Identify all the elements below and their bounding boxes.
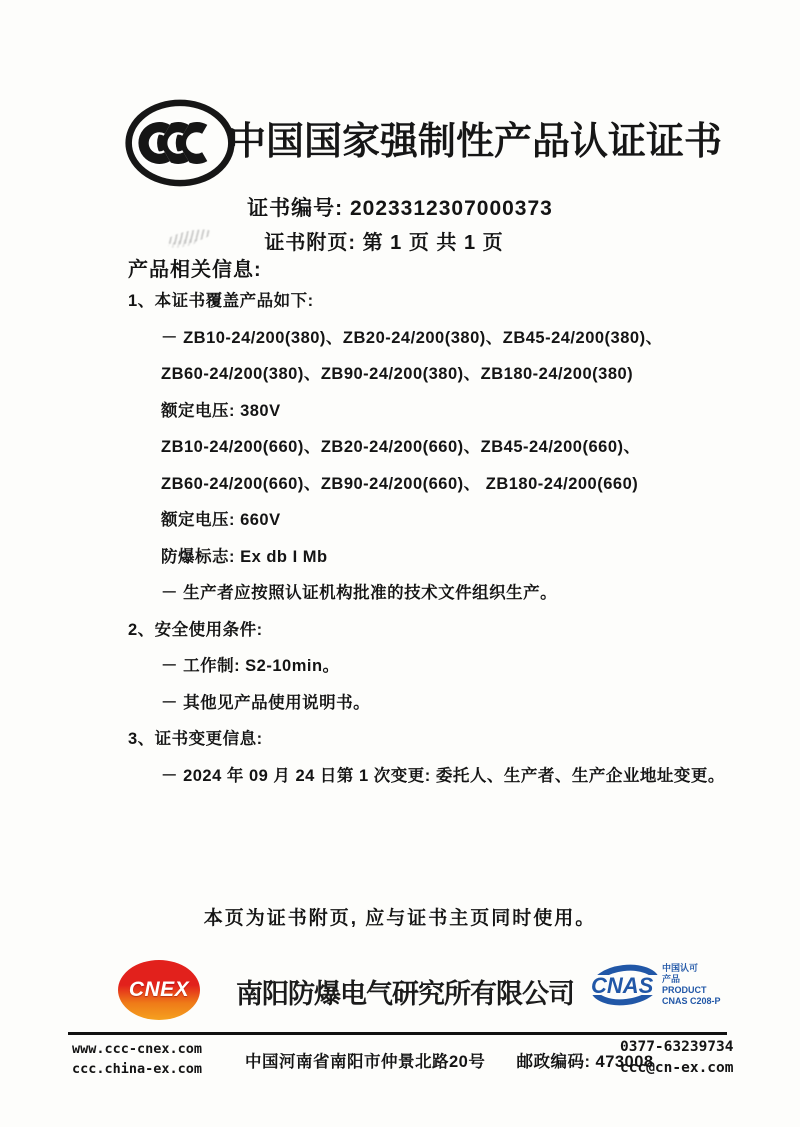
body-line: 1、本证书覆盖产品如下: xyxy=(128,292,314,310)
body-line: 3、证书变更信息: xyxy=(128,730,263,748)
cnas-globe-icon xyxy=(590,956,660,1014)
cnas-caption-line: PRODUCT xyxy=(662,985,707,995)
cnas-caption-line: 中国认可 xyxy=(662,962,699,973)
certificate-number: 证书编号: 2023312307000373 xyxy=(247,197,553,220)
footer-contacts xyxy=(620,1037,734,1079)
cnas-caption xyxy=(662,963,721,1008)
certificate-body xyxy=(0,287,800,798)
footer-websites xyxy=(72,1040,202,1079)
cnas-logo-text: CNAS xyxy=(591,973,654,998)
cnex-logo xyxy=(118,960,200,1020)
body-line: ZB10-24/200(660)、ZB20-24/200(660)、ZB45-24/200(660)、 xyxy=(161,438,641,456)
ccc-logo-icon xyxy=(124,97,236,189)
attachment-usage-note: 本页为证书附页, 应与证书主页同时使用。 xyxy=(203,908,597,929)
cnex-logo-text: CNEX xyxy=(128,978,190,1001)
body-line: ZB60-24/200(660)、ZB90-24/200(660)、 ZB180-24/200(660) xyxy=(161,474,639,493)
postal-code: 邮政编码: 473008 xyxy=(516,1053,654,1071)
body-line: ZB60-24/200(380)、ZB90-24/200(380)、ZB180-24/200(380) xyxy=(161,365,634,383)
page-title: 中国国家强制性产品认证证书 xyxy=(228,121,723,163)
footer-address-row xyxy=(245,1048,654,1072)
body-line: 额定电压: 660V xyxy=(161,511,281,529)
body-line: － 2024 年 09 月 24 日第 1 次变更: 委托人、生产者、生产企业地址变更。 xyxy=(161,766,725,785)
footer-divider xyxy=(68,1032,727,1035)
body-line: － 工作制: S2-10min。 xyxy=(161,657,340,675)
website-url: www.ccc-cnex.com xyxy=(72,1041,203,1057)
cnas-caption-line: CNAS C208-P xyxy=(662,996,721,1007)
email-address: ccc@cn-ex.com xyxy=(620,1060,734,1077)
body-line: － ZB10-24/200(380)、ZB20-24/200(380)、ZB45-24/200(380)、 xyxy=(161,328,663,347)
body-line: － 生产者应按照认证机构批准的技术文件组织生产。 xyxy=(161,584,558,602)
issuer-address: 中国河南省南阳市仲景北路20号 xyxy=(245,1053,486,1071)
issuer-company-name: 南阳防爆电气研究所有限公司 xyxy=(236,979,574,1009)
body-line: 防爆标志: Ex db I Mb xyxy=(161,547,328,566)
certificate-page-info: 证书附页: 第 1 页 共 1 页 xyxy=(264,232,504,254)
cnas-logo xyxy=(590,956,721,1014)
body-line: 额定电压: 380V xyxy=(161,401,281,420)
body-line: － 其他见产品使用说明书。 xyxy=(161,693,371,712)
cnas-caption-line: 产品 xyxy=(662,973,681,984)
body-line: 2、安全使用条件: xyxy=(128,620,263,639)
phone-number: 0377-63239734 xyxy=(620,1039,734,1055)
website-url: ccc.china-ex.com xyxy=(72,1060,203,1077)
section-title-product-info: 产品相关信息: xyxy=(128,259,262,281)
